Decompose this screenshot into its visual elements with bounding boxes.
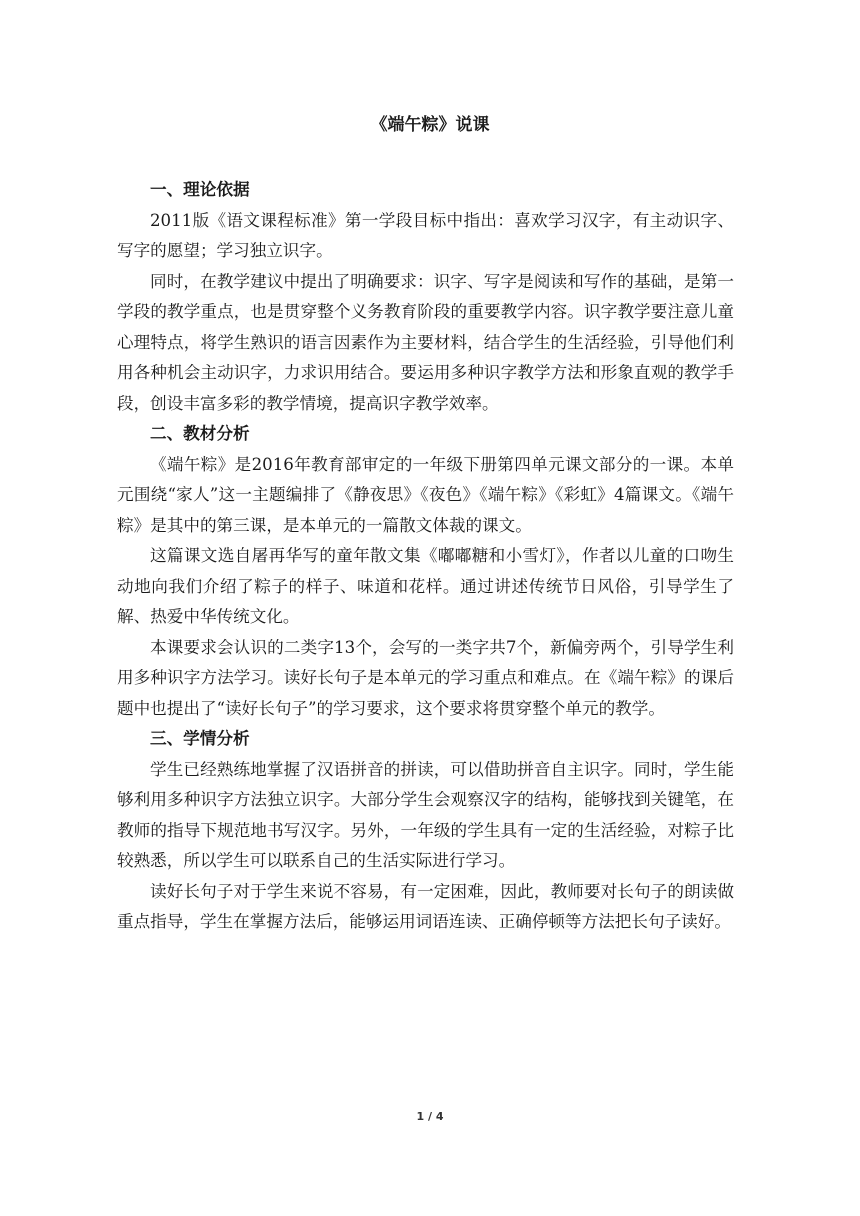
- page-number: 1 / 4: [416, 1110, 444, 1123]
- section-heading-textbook: 二、教材分析: [150, 424, 250, 443]
- document-body: [117, 175, 734, 938]
- section-heading-students: 三、学情分析: [150, 729, 250, 748]
- paragraph: 本课要求会认识的二类字13个，会写的一类字共7个，新偏旁两个，引导学生利用多种识字方法学习。读好长句子是本单元的学习重点和难点。在《端午粽》的课后题中也提出了“读好长句子”的学习要求，这个要求将贯穿整个单元的教学。: [117, 637, 734, 718]
- paragraph: 这篇课文选自屠再华写的童年散文集《嘟嘟糖和小雪灯》，作者以儿童的口吻生动地向我们介绍了粽子的样子、味道和花样。通过讲述传统节日风俗，引导学生了解、热爱中华传统文化。: [117, 546, 734, 626]
- paragraph: 同时，在教学建议中提出了明确要求：识字、写字是阅读和写作的基础，是第一学段的教学重点，也是贯穿整个义务教育阶段的重要教学内容。识字教学要注意儿童心理特点，将学生熟识的语言因素作为主要材料，结合学生的生活经验，引导他们利用各种机会主动识字，力求识用结合。要运用多种识字教学方法和形象直观的教学手段，创设丰富多彩的教学情境，提高识字教学效率。: [117, 271, 734, 413]
- section-heading-theory: 一、理论依据: [150, 180, 250, 199]
- paragraph: 2011版《语文课程标准》第一学段目标中指出：喜欢学习汉字，有主动识字、写字的愿望；学习独立识字。: [117, 210, 734, 260]
- paragraph: 《端午粽》是2016年教育部审定的一年级下册第四单元课文部分的一课。本单元围绕“家人”这一主题编排了《静夜思》《夜色》《端午粽》《彩虹》4篇课文。《端午粽》是其中的第三课，是本单元的一篇散文体裁的课文。: [117, 454, 734, 535]
- paragraph: 学生已经熟练地掌握了汉语拼音的拼读，可以借助拼音自主识字。同时，学生能够利用多种识字方法独立识字。大部分学生会观察汉字的结构，能够找到关键笔，在教师的指导下规范地书写汉字。另外，一年级的学生具有一定的生活经验，对粽子比较熟悉，所以学生可以联系自己的生活实际进行学习。: [117, 759, 734, 870]
- document-title: 《端午粽》说课: [370, 115, 490, 135]
- paragraph: 读好长句子对于学生来说不容易，有一定困难，因此，教师要对长句子的朗读做重点指导，学生在掌握方法后，能够运用词语连读、正确停顿等方法把长句子读好。: [117, 881, 734, 931]
